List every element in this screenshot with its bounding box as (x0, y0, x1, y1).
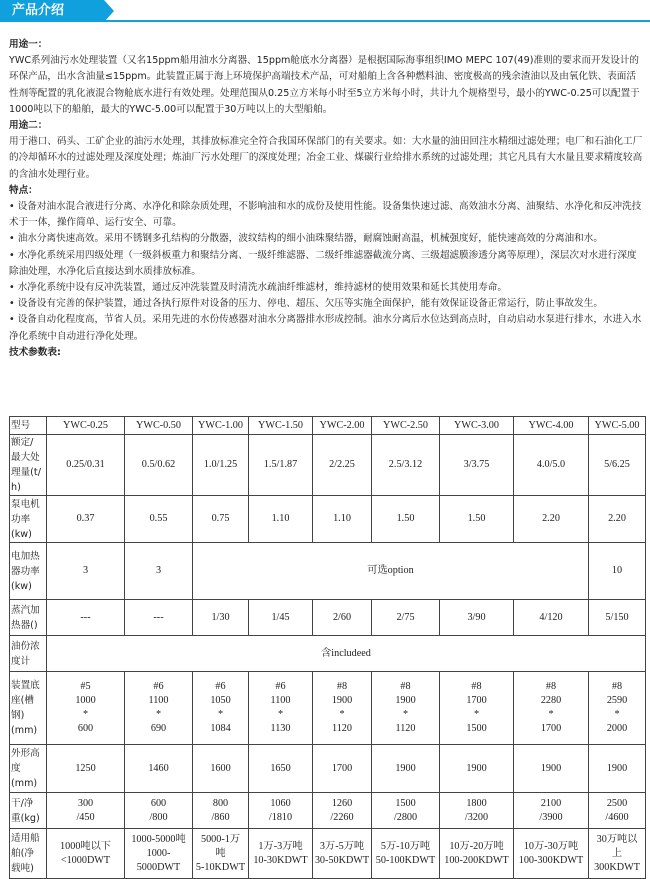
cell-capacity-line: 3/3.75 (463, 459, 490, 470)
cell-base-line: * (614, 709, 620, 720)
cell-ship-line: 30-50KDWT (314, 854, 370, 866)
cell-pump-power-line: 1.50 (467, 513, 486, 524)
cell-steam-heater-line: 4/120 (539, 611, 563, 623)
cell-ship (313, 829, 372, 879)
cell-ship (193, 829, 249, 879)
tab-arrow-icon (104, 0, 114, 22)
cell-base-line: 2280 (540, 695, 562, 706)
cell-height-line: 1900 (606, 762, 628, 774)
cell-base-line: 690 (150, 723, 167, 734)
cell-base-line: 1000 (75, 695, 96, 706)
cell-ship-line: 50-100KDWT (375, 854, 436, 866)
cell-height (125, 745, 193, 793)
cell-capacity (514, 435, 589, 496)
row-header-steam-heater-line: 热器() (11, 619, 38, 631)
row-header-heater-power (10, 543, 47, 600)
cell-base-line: #6 (153, 681, 164, 692)
cell-model (193, 417, 249, 435)
cell-ship-line: 30万吨以 (596, 833, 638, 845)
cell-weight-line: 800 (212, 797, 229, 809)
cell-model (440, 417, 514, 435)
cell-steam-heater (440, 600, 514, 636)
cell-capacity-line: 5/6.25 (604, 459, 630, 470)
cell-weight-line: 2500 (606, 797, 628, 809)
cell-weight-line: /3900 (539, 811, 563, 823)
cell-heater-power (47, 543, 125, 600)
use1-heading: 用途一： (9, 39, 48, 50)
cell-heater-optional (193, 543, 589, 600)
cell-base-line: #6 (275, 681, 286, 692)
cell-model (125, 417, 193, 435)
cell-base-line: 1100 (270, 695, 291, 706)
cell-ship-line: 上 (611, 847, 623, 859)
cell-pump-power (440, 496, 514, 543)
cell-capacity-line: 0.25/0.31 (66, 459, 105, 470)
cell-pump-power (193, 496, 249, 543)
row-header-heater-power-line: 电加热 (11, 550, 40, 562)
row-header-capacity-line: 额定/ (11, 437, 34, 448)
cell-weight (589, 793, 646, 829)
row-header-steam-heater (10, 600, 47, 636)
use2-heading: 用途二： (9, 120, 48, 132)
cell-base-line: 1050 (210, 695, 231, 706)
cell-capacity (589, 435, 646, 496)
cell-base-line: * (217, 709, 224, 720)
cell-ship (125, 829, 193, 879)
cell-steam-heater-line: --- (153, 611, 164, 623)
cell-oil-meter-line: 含includeed (321, 647, 371, 659)
header-divider (0, 20, 650, 22)
cell-weight (372, 793, 440, 829)
table-row-steam-heater (10, 600, 646, 636)
cell-weight (193, 793, 249, 829)
cell-steam-heater (47, 600, 125, 636)
row-header-height-line: 度 (11, 763, 21, 774)
cell-pump-power (514, 496, 589, 543)
cell-height (589, 745, 646, 793)
feature-item: • 油水分离快速高效。采用不锈钢多孔结构的分散器，波纹结构的细小油珠聚结器，耐腐蚀耐高温，机械强度好，能快速高效的分离油和水。 (9, 233, 603, 245)
cell-steam-heater (589, 600, 646, 636)
cell-height-line: 1900 (395, 762, 416, 774)
cell-ship (514, 829, 589, 879)
cell-ship-line: 5000-1万 (200, 833, 241, 845)
cell-weight-line: /3200 (464, 811, 489, 823)
cell-base-line: #8 (471, 681, 482, 692)
row-header-capacity-line: 理量(t/ (11, 467, 41, 478)
table-row-ship (10, 829, 646, 879)
row-header-heater-power-line: 器功率 (11, 565, 40, 577)
cell-height-line: 1250 (75, 762, 96, 774)
feature-item: • 设备对油水混合液进行分离、水净化和除杂质处理，不影响油和水的成份及使用性能。设备集快速过滤、高效油水分离、油聚结、水净化和反冲洗技术于一体，操作简单、运行安全、可靠。 (9, 201, 642, 229)
row-header-pump-power (10, 496, 47, 543)
cell-height-line: 1900 (540, 762, 562, 774)
cell-ship-line: 1000-5000吨 (131, 833, 186, 845)
row-header-model-line: 型号 (11, 420, 31, 431)
cell-pump-power (249, 496, 313, 543)
cell-steam-heater (313, 600, 372, 636)
cell-base (313, 672, 372, 745)
row-header-ship (10, 829, 47, 879)
cell-pump-power (372, 496, 440, 543)
cell-height (313, 745, 372, 793)
cell-weight-line: 1060 (270, 797, 291, 809)
cell-base-line: 1120 (332, 723, 352, 734)
row-header-capacity (10, 435, 47, 496)
cell-height-line: 1650 (270, 762, 291, 774)
cell-base-line: #8 (336, 681, 348, 692)
cell-base (440, 672, 514, 745)
cell-capacity-line: 0.5/0.62 (141, 459, 176, 470)
cell-pump-power-line: 0.37 (76, 513, 95, 524)
cell-ship-line: 100-300KDWT (518, 854, 584, 866)
cell-pump-power-line: 2.20 (608, 513, 626, 524)
cell-base-line: 2000 (606, 723, 628, 734)
cell-weight-line: 1800 (466, 797, 487, 809)
feature-item: • 设备自动化程度高，节省人员。采用先进的水份传感器对油水分离器排水形成控制。油水分离后水位达到高点时，自动启动水泵进行排水，水进入水净化系统中自动进行净化处理。 (9, 314, 642, 342)
cell-model (372, 417, 440, 435)
use2-paragraph: 用于港口、码头、工矿企业的油污水处理，其排放标准完全符合我国环保部门的有关要求。如：大水量的油田回注水精细过滤处理；电厂和石油化工厂的冷却循环水的过滤处理及深度处理；炼油厂污水处理厂的深度处理；冶金工业、煤碳行业给排水系统的过滤处理；其它凡具有大水量且要求精度较高的含油水处理行业。 (9, 136, 643, 180)
cell-heater-optional-line: 可选option (367, 565, 414, 576)
cell-model-line: YWC-2.00 (319, 419, 365, 431)
cell-capacity-line: 1.5/1.87 (263, 459, 298, 470)
feature-item: • 设备设有完善的保护装置，通过各执行原件对设备的压力、停电、超压、欠压等实施全面保护，能有效保证设备正常运行，防止事故发生。 (9, 298, 603, 310)
cell-model-line: YWC-2.50 (383, 419, 428, 431)
table-row-pump-power (10, 496, 646, 543)
cell-weight (440, 793, 514, 829)
row-header-height (10, 745, 47, 793)
table-row-weight (10, 793, 646, 829)
cell-weight-line: 2100 (540, 797, 562, 809)
cell-weight-line: 1500 (395, 797, 416, 809)
cell-base-line: 1084 (210, 723, 231, 734)
cell-heater-power (589, 543, 646, 600)
cell-base-line: #8 (611, 681, 623, 692)
cell-weight (514, 793, 589, 829)
row-header-pump-power-line: (kw) (11, 528, 32, 540)
cell-pump-power-line: 1.10 (271, 513, 290, 524)
cell-base-line: 600 (77, 723, 94, 734)
cell-heater-power-line: 3 (155, 565, 162, 576)
cell-base-line: 1130 (270, 723, 291, 734)
cell-ship-line: <1000DWT (60, 854, 111, 866)
cell-model-line: YWC-1.00 (198, 419, 243, 431)
table-row-height (10, 745, 646, 793)
section-header (0, 0, 650, 22)
cell-oil-meter (47, 636, 646, 672)
row-header-base-line: 装置底 (11, 680, 40, 691)
row-header-base-line: 座(槽 (11, 695, 34, 706)
cell-model-line: YWC-1.50 (258, 419, 303, 431)
product-description (9, 37, 645, 361)
cell-pump-power (313, 496, 372, 543)
cell-heater-power (125, 543, 193, 600)
cell-capacity (125, 435, 193, 496)
cell-ship-line: 3万-5万吨 (319, 840, 365, 852)
cell-base-line: * (402, 709, 409, 720)
cell-pump-power-line: 0.55 (149, 513, 168, 524)
cell-steam-heater (249, 600, 313, 636)
spec-table (9, 416, 646, 879)
row-header-steam-heater-line: 蒸汽加 (11, 604, 40, 616)
row-header-model (10, 417, 47, 435)
cell-base-line: 1700 (540, 723, 562, 734)
cell-base-line: 1700 (466, 695, 487, 706)
cell-ship-line: 10-30KDWT (253, 854, 308, 866)
use1-paragraph: YWC系列油污水处理装置（又名15ppm船用油水分离器、15ppm舱底水分离器）是根据国际海事组织IMO MEPC 107(49)准则的要求而开发设计的环保产品，出水含油量≤15ppm。此装置正属于海上环境保护高端技术产品，可对船舶上含各种燃料油、密度极高的残余渣油以及由氧化铁、表面活性剂等配置的乳化液混合物舱底水进行有效处理。处理范围从0.25立方米每小时至5立方米每小时，共计九个规格型号，最小的YWC-0.25可以配置于1000吨以下的船舶，最大的YWC-5.00可以配置于30万吨以上的大型船舶。 (9, 55, 640, 115)
cell-base-line: * (473, 709, 480, 720)
cell-model (47, 417, 125, 435)
cell-weight-line: /1810 (268, 811, 293, 823)
cell-pump-power (125, 496, 193, 543)
feature-item: • 水净化系统采用四级处理（一级斜板重力和聚结分离、一级纤维滤器、二级纤维滤器截流分离、三级超滤膜渗透分离等原理），深层次对水进行深度除油处理，水净化后直接达到水质排放标准。 (9, 249, 637, 277)
cell-model (514, 417, 589, 435)
cell-base-line: 1500 (466, 723, 487, 734)
cell-base-line: * (155, 709, 162, 720)
row-header-oil-meter-line: 油份浓 (11, 640, 40, 652)
tab-product-intro[interactable]: 产品介绍 (0, 0, 104, 22)
feature-item: • 水净化系统中设有反冲洗装置，通过反冲洗装置及时清洗水疏油纤维滤材，维持滤材的使用效果和延长其使用寿命。 (9, 282, 507, 294)
cell-height-line: 1460 (148, 762, 169, 774)
row-header-capacity-line: 最大处 (11, 452, 40, 463)
cell-ship (249, 829, 313, 879)
cell-pump-power-line: 0.75 (211, 513, 230, 524)
table-row-heater-power (10, 543, 646, 600)
table-row-model (10, 417, 646, 435)
cell-steam-heater-line: 3/90 (467, 611, 486, 623)
cell-weight (47, 793, 125, 829)
cell-base-line: #5 (80, 681, 91, 692)
row-header-base-line: 钢) (11, 710, 25, 721)
row-header-height-line: (mm) (11, 778, 38, 789)
table-row-base (10, 672, 646, 745)
row-header-pump-power-line: 功率 (11, 513, 31, 525)
cell-capacity (47, 435, 125, 496)
cell-capacity-line: 1.0/1.25 (203, 459, 238, 470)
table-row-oil-meter (10, 636, 646, 672)
row-header-oil-meter-line: 度计 (11, 655, 31, 667)
cell-ship-line: 1万-3万吨 (258, 840, 303, 852)
cell-steam-heater-line: 5/150 (605, 611, 629, 623)
cell-base-line: 1100 (148, 695, 169, 706)
cell-height-line: 1900 (466, 762, 487, 774)
cell-weight-line: 600 (150, 797, 167, 809)
cell-height (514, 745, 589, 793)
cell-weight-line: /2800 (393, 811, 418, 823)
cell-weight (313, 793, 372, 829)
cell-height (193, 745, 249, 793)
cell-base-line: 1900 (395, 695, 416, 706)
row-header-weight-line: 重(kg) (11, 812, 40, 824)
cell-steam-heater (125, 600, 193, 636)
cell-steam-heater (514, 600, 589, 636)
row-header-pump-power-line: 泵电机 (11, 498, 40, 510)
cell-heater-power-line: 10 (611, 565, 623, 576)
cell-ship (589, 829, 646, 879)
row-header-ship-line: 载吨) (11, 863, 34, 874)
cell-model (313, 417, 372, 435)
cell-base-line: #8 (545, 681, 557, 692)
row-header-weight (10, 793, 47, 829)
cell-ship-line: 5万-10万吨 (380, 840, 431, 852)
cell-steam-heater-line: --- (80, 611, 91, 623)
cell-base-line: * (548, 709, 554, 720)
row-header-weight-line: 干/净 (11, 797, 34, 809)
row-header-oil-meter (10, 636, 47, 672)
cell-base (47, 672, 125, 745)
features-heading: 特点： (9, 184, 38, 196)
cell-model (589, 417, 646, 435)
cell-weight-line: /860 (211, 811, 230, 823)
cell-base-line: #6 (215, 681, 226, 692)
cell-model-line: YWC-5.00 (594, 419, 640, 431)
cell-pump-power-line: 1.50 (396, 513, 415, 524)
cell-height-line: 1700 (331, 762, 353, 774)
cell-height-line: 1600 (210, 762, 231, 774)
cell-ship-line: 100-200KDWT (444, 854, 509, 866)
cell-weight-line: /450 (76, 811, 95, 823)
row-header-ship-line: 适用船 (11, 833, 40, 844)
cell-steam-heater-line: 1/45 (271, 611, 290, 623)
cell-weight (249, 793, 313, 829)
cell-pump-power-line: 1.10 (333, 513, 351, 524)
row-header-heater-power-line: (kw) (11, 580, 32, 592)
cell-steam-heater-line: 1/30 (211, 611, 230, 623)
cell-pump-power (47, 496, 125, 543)
cell-capacity (440, 435, 514, 496)
cell-model (249, 417, 313, 435)
cell-ship-line: 10万-20万吨 (449, 840, 504, 852)
cell-base (514, 672, 589, 745)
cell-base-line: 1120 (395, 723, 416, 734)
cell-pump-power (589, 496, 646, 543)
cell-ship (372, 829, 440, 879)
cell-height (372, 745, 440, 793)
cell-ship-line: 5-10KDWT (195, 861, 246, 873)
cell-weight-line: 300 (77, 797, 94, 809)
cell-ship-line: 10万-30万吨 (523, 840, 579, 852)
table-row-capacity (10, 435, 646, 496)
cell-base (589, 672, 646, 745)
cell-steam-heater (193, 600, 249, 636)
cell-ship-line: 吨 (215, 847, 226, 859)
cell-ship-line: 1000-5000DWT (136, 847, 181, 873)
cell-base (125, 672, 193, 745)
cell-base-line: * (277, 709, 284, 720)
cell-height (47, 745, 125, 793)
cell-capacity-line: 2/2.25 (329, 459, 355, 470)
cell-model-line: YWC-0.25 (63, 419, 108, 431)
cell-steam-heater (372, 600, 440, 636)
cell-ship (47, 829, 125, 879)
row-header-base-line: (mm) (11, 725, 38, 736)
cell-capacity (193, 435, 249, 496)
cell-base-line: * (82, 709, 89, 720)
cell-base-line: #8 (400, 681, 411, 692)
cell-base (372, 672, 440, 745)
cell-steam-heater-line: 2/60 (332, 611, 352, 623)
cell-heater-power-line: 3 (82, 565, 89, 576)
cell-weight-line: /4600 (605, 811, 629, 823)
cell-steam-heater-line: 2/75 (396, 611, 415, 623)
row-header-base (10, 672, 47, 745)
cell-capacity (372, 435, 440, 496)
cell-weight (125, 793, 193, 829)
cell-capacity-line: 4.0/5.0 (536, 459, 566, 470)
cell-capacity (313, 435, 372, 496)
cell-ship (440, 829, 514, 879)
cell-base-line: * (339, 709, 345, 720)
row-header-ship-line: 舶(净 (11, 848, 34, 859)
row-header-height-line: 外形高 (11, 748, 40, 759)
cell-base-line: 1900 (331, 695, 353, 706)
cell-capacity-line: 2.5/3.12 (388, 459, 423, 470)
cell-model-line: YWC-0.50 (136, 419, 181, 431)
cell-weight-line: /2260 (330, 811, 354, 823)
cell-base (193, 672, 249, 745)
cell-weight-line: /800 (149, 811, 168, 823)
spec-table-title: 技术参数表: (9, 346, 61, 358)
cell-capacity (249, 435, 313, 496)
cell-height (249, 745, 313, 793)
cell-ship-line: 1000吨以下 (60, 840, 111, 852)
cell-height (440, 745, 514, 793)
row-header-capacity-line: h) (11, 482, 21, 493)
cell-base-line: 2590 (606, 695, 628, 706)
cell-base (249, 672, 313, 745)
cell-weight-line: 1260 (331, 797, 353, 809)
cell-model-line: YWC-4.00 (528, 419, 574, 431)
cell-model-line: YWC-3.00 (454, 419, 499, 431)
cell-ship-line: 300KDWT (594, 861, 640, 873)
cell-pump-power-line: 2.20 (542, 513, 560, 524)
